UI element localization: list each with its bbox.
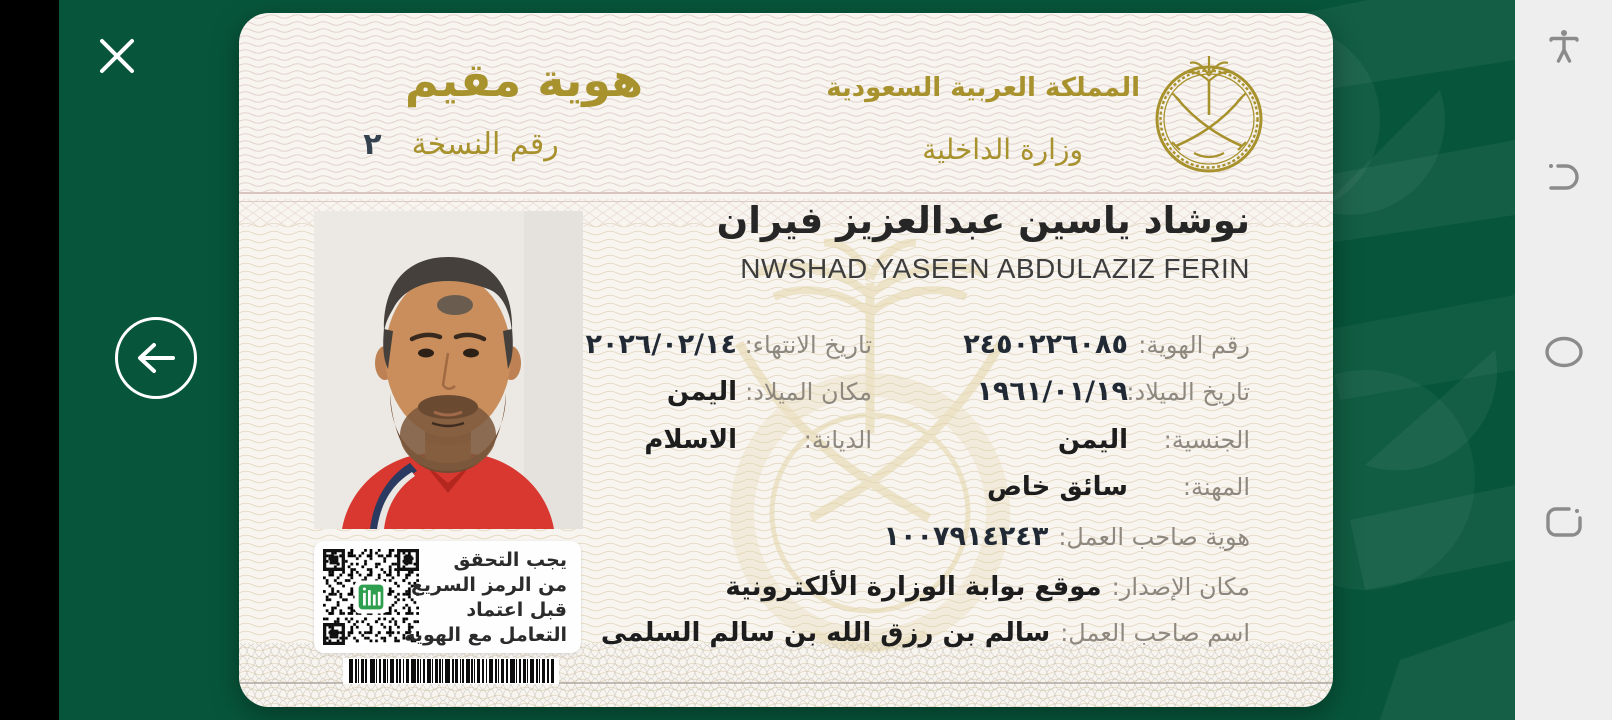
android-navbar [1515, 0, 1612, 720]
nav-recents-icon[interactable] [1544, 502, 1584, 542]
occupation-label: المهنة: [1182, 473, 1250, 501]
copy-number-line [261, 127, 661, 162]
resident-id-card [239, 13, 1333, 707]
nav-back-icon[interactable] [1544, 157, 1584, 197]
holder-name-english: NWSHAD YASEEN ABDULAZIZ FERIN [740, 253, 1250, 284]
copy-number-label: رقم النسخة [411, 127, 559, 162]
id-number-value: ٢٤٥٠٢٢٦٠٨٥ [963, 329, 1128, 360]
close-icon[interactable] [96, 35, 138, 77]
birth-date-value: ١٩٦١/٠١/١٩ [976, 376, 1128, 407]
ministry-emblem-icon [1154, 51, 1264, 175]
holder-name-arabic: نوشاد ياسين عبدالعزيز فيران [716, 199, 1250, 242]
religion-label: الديانة: [803, 426, 872, 454]
birth-place-value: اليمن [666, 377, 737, 407]
religion-value: الاسلام [644, 425, 737, 455]
row-birth [239, 372, 1333, 412]
barcode [343, 658, 559, 684]
issue-place-value: موقع بوابة الوزارة الألكترونية [725, 572, 1102, 602]
employer-name-value: سالم بن رزق الله بن سالم السلمى [600, 618, 1051, 648]
back-button[interactable] [115, 317, 197, 399]
row-employer-id [884, 517, 1250, 557]
kingdom-calligraphy: المملكة العربية السعودية [826, 73, 1140, 103]
copy-number-value: ٢ [363, 127, 382, 162]
notch-black-strip [0, 0, 59, 720]
birth-date-label: تاريخ الميلاد: [1126, 378, 1250, 406]
id-number-label: رقم الهوية: [1138, 331, 1250, 359]
ministry-name: وزارة الداخلية [922, 133, 1083, 166]
row-employer-name [601, 613, 1250, 653]
accessibility-icon[interactable] [1544, 26, 1584, 66]
nationality-value: اليمن [1057, 425, 1128, 455]
back-arrow-icon [118, 320, 194, 396]
qr-warning-text: يجب التحقق من الرمز السريع قبل اعتماد التعامل مع الهوية [404, 549, 567, 646]
expiry-date-label: تاريخ الانتهاء: [744, 331, 872, 359]
row-issue-place [725, 567, 1250, 607]
occupation-value: سائق خاص [986, 472, 1128, 502]
employer-id-label: هوية صاحب العمل: [1058, 523, 1250, 551]
expiry-date-value: ٢٠٢٦/٠٢/١٤ [585, 329, 737, 360]
nationality-label: الجنسية: [1163, 426, 1250, 454]
row-occupation [239, 467, 1333, 507]
birth-place-label: مكان الميلاد: [745, 378, 872, 406]
nav-home-icon[interactable] [1542, 332, 1586, 372]
issue-place-label: مكان الإصدار: [1111, 573, 1250, 601]
qr-verification-box [314, 541, 581, 653]
card-title: هوية مقيم [404, 53, 644, 107]
employer-id-value: ١٠٠٧٩١٤٢٤٣ [883, 521, 1049, 552]
row-id-expiry [239, 325, 1333, 365]
employer-name-label: اسم صاحب العمل: [1060, 619, 1250, 647]
row-nationality-religion [239, 420, 1333, 460]
